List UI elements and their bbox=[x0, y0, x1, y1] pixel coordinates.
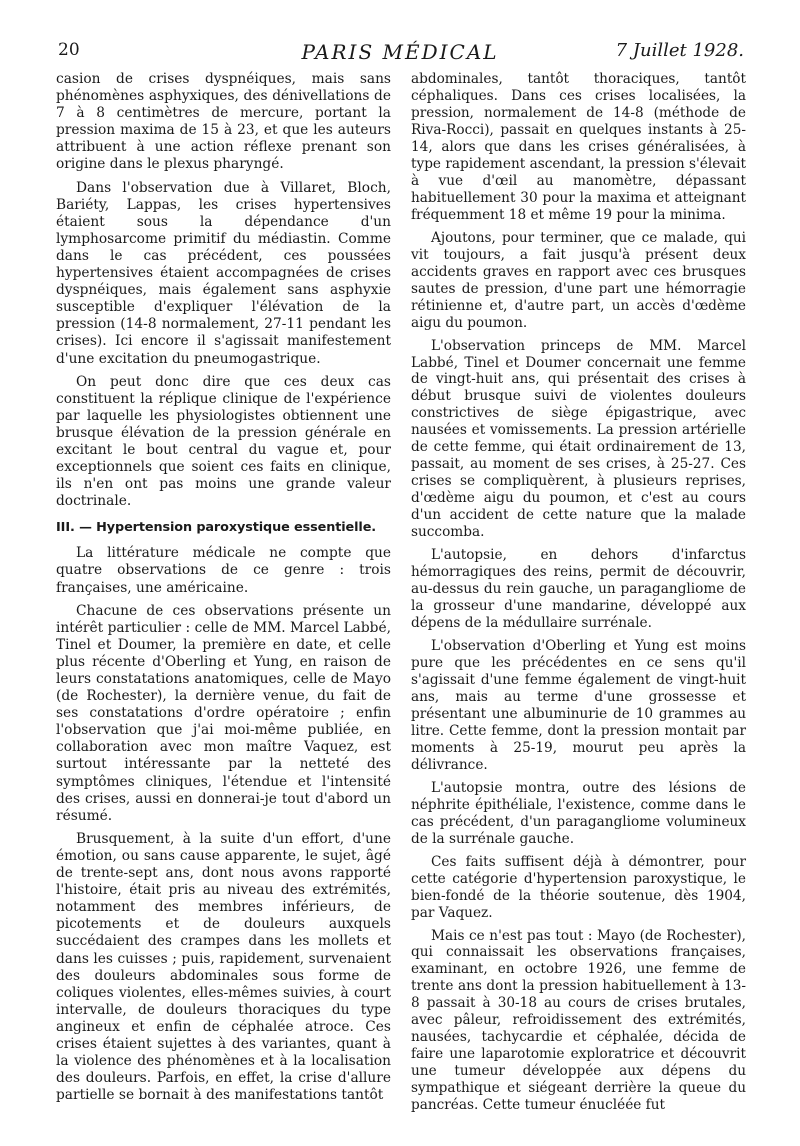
paragraph: Dans l'observation due à Villaret, Bloch, Bariéty, Lappas, les crises hypertensives étaient sous la dépendance d'un lymphosarcome primitif du médiastin. Comme dans le cas précédent, ces poussées hypertensives étaient accompagnées de crises dyspnéiques, mais également sans asphyxie susceptible d'expliquer l'élévation de la pression (14-8 normalement, 27-11 pendant les crises). Ici encore il s'agissait manifestement d'une excitation du pneumogastrique. bbox=[56, 179, 391, 367]
paragraph: casion de crises dyspnéiques, mais sans phénomènes asphyxiques, des dénivellations de 7 à 8 centimètres de mercure, portant la pression maxima de 15 à 23, et que les auteurs attribuent à une action réflexe prenant son origine dans le plexus pharyngé. bbox=[56, 71, 391, 173]
paragraph: L'observation d'Oberling et Yung est moins pure que les précédentes en ce sens qu'il s'agissait d'une femme également de vingt-huit ans, mais au terme d'une grossesse et présentant une albuminurie de 10 grammes au litre. Cette femme, dont la pression montait par moments à 25-19, mourut peu après la délivrance. bbox=[411, 638, 746, 773]
paragraph: L'observation princeps de MM. Marcel Labbé, Tinel et Doumer concernait une femme de vingt-huit ans, qui présentait des crises à début brusque suivi de violentes douleurs constrictives de siège épigastrique, avec nausées et vomissements. La pression artérielle de cette femme, qui était ordinairement de 13, passait, au moment de ses crises, à 25-27. Ces crises se compliquèrent, à plusieurs reprises, d'œdème aigu du poumon, et c'est au cours d'un accident de cette nature que la malade succomba. bbox=[411, 337, 746, 541]
right-column bbox=[411, 71, 746, 1120]
journal-title: PARIS MÉDICAL bbox=[301, 40, 499, 64]
paragraph: La littérature médicale ne compte que quatre observations de ce genre : trois françaises, une américaine. bbox=[56, 545, 391, 596]
left-column bbox=[56, 71, 391, 1110]
issue-date: 7 Juillet 1928. bbox=[615, 40, 744, 61]
paragraph: L'autopsie, en dehors d'infarctus hémorragiques des reins, permit de découvrir, au-dessus du rein gauche, un paragangliome de la grosseur d'une mandarine, développé aux dépens de la médullaire surrénale. bbox=[411, 547, 746, 632]
paragraph: Ajoutons, pour terminer, que ce malade, qui vit toujours, a fait jusqu'à présent deux accidents graves en rapport avec ces brusques sautes de pression, d'une part une hémorragie rétinienne et, d'autre part, un accès d'œdème aigu du poumon. bbox=[411, 229, 746, 331]
section-heading: III. — Hypertension paroxystique essentielle. bbox=[56, 520, 377, 536]
paragraph: Brusquement, à la suite d'un effort, d'une émotion, ou sans cause apparente, le sujet, âgé de trente-sept ans, dont nous avons rapporté l'histoire, était pris au niveau des extrémités, notamment des membres inférieurs, de picotements et de douleurs auxquels succédaient des crampes dans les mollets et dans les cuisses ; puis, rapidement, survenaient des douleurs abdominales sous forme de coliques violentes, elles-mêmes suivies, à court intervalle, de douleurs thoraciques du type angineux et enfin de céphalée atroce. Ces crises étaient sujettes à des variantes, quant à la violence des phénomènes et à la localisation des douleurs. Parfois, en effet, la crise d'allure partielle se bornait à des manifestations tantôt bbox=[56, 830, 391, 1104]
paragraph: L'autopsie montra, outre des lésions de néphrite épithéliale, l'existence, comme dans le cas précédent, d'un paragangliome volumineux de la surrénale gauche. bbox=[411, 779, 746, 847]
paragraph: Mais ce n'est pas tout : Mayo (de Rochester), qui connaissait les observations françaises, examinant, en octobre 1926, une femme de trente ans dont la pression habituellement à 13-8 passait à 30-18 au cours de crises brutales, avec pâleur, refroidissement des extrémités, nausées, tachycardie et céphalée, décida de faire une laparotomie exploratrice et découvrit une tumeur développée aux dépens du sympathique et siégeant derrière la queue du pancréas. Cette tumeur énucléée fut bbox=[411, 927, 746, 1114]
paragraph: Ces faits suffisent déjà à démontrer, pour cette catégorie d'hypertension paroxystique, le bien-fondé de la théorie soutenue, dès 1904, par Vaquez. bbox=[411, 853, 746, 921]
page-number: 20 bbox=[58, 40, 80, 60]
paragraph: On peut donc dire que ces deux cas constituent la réplique clinique de l'expérience par laquelle les physiologistes obtiennent une brusque élévation de la pression générale en excitant le bout central du vague et, pour exceptionnels que soient ces faits en clinique, ils n'en ont pas moins une grande valeur doctrinale. bbox=[56, 373, 391, 510]
paragraph: abdominales, tantôt thoraciques, tantôt céphaliques. Dans ces crises localisées, la pression, normalement de 14-8 (méthode de Riva-Rocci), passait en quelques instants à 25-14, alors que dans les crises généralisées, à type rapidement ascendant, la pression s'élevait à vue d'œil au manomètre, dépassant habituellement 30 pour la maxima et atteignant fréquemment 18 et même 19 pour la minima. bbox=[411, 71, 746, 223]
paragraph: Chacune de ces observations présente un intérêt particulier : celle de MM. Marcel Labbé, Tinel et Doumer, la première en date, et celle plus récente d'Oberling et Yung, en raison de leurs constatations anatomiques, celle de Mayo (de Rochester), la dernière venue, du fait de ses constatations d'ordre opératoire ; enfin l'observation que j'ai moi-même publiée, en collaboration avec mon maître Vaquez, est surtout intéressante par la netteté des symptômes cliniques, l'étendue et l'intensité des crises, aussi en donnerai-je tout d'abord un résumé. bbox=[56, 602, 391, 824]
